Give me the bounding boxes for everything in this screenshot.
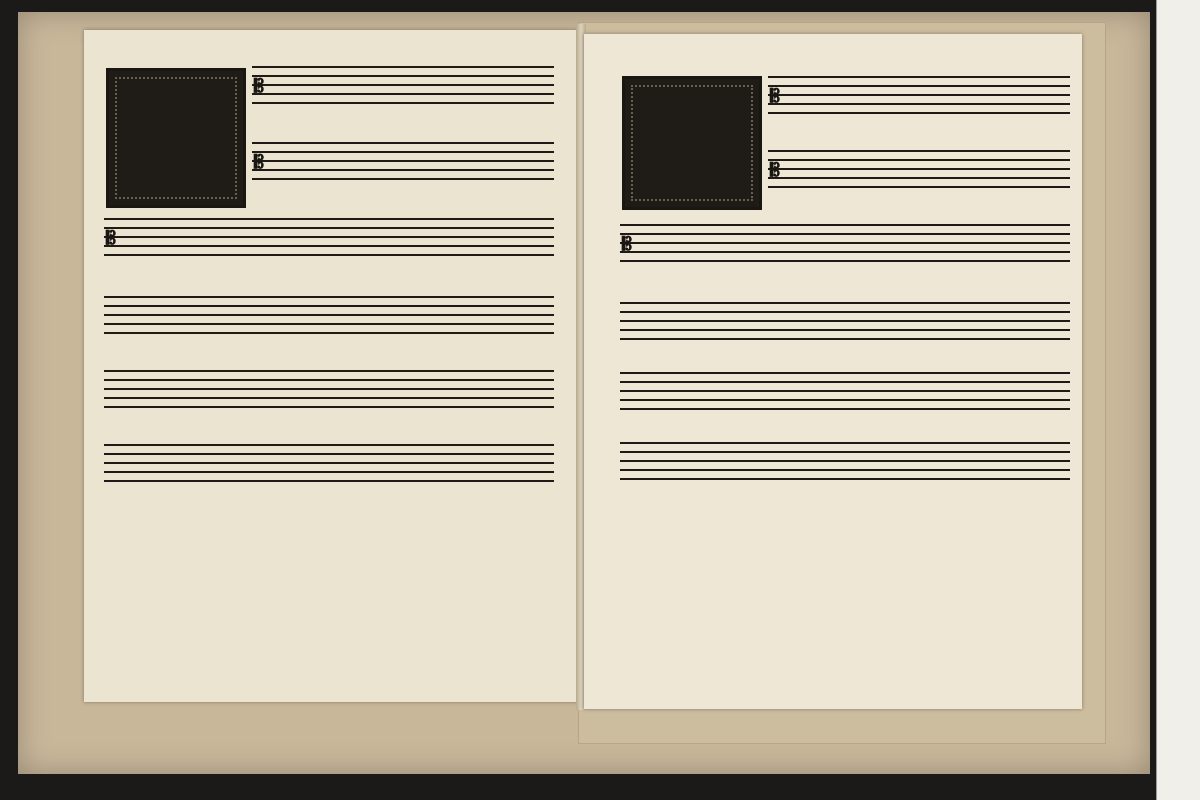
music-staff [620,224,1070,264]
right-page [584,34,1082,709]
music-staff [252,66,554,106]
clef-icon: 𝄡 [106,228,117,249]
empty-staff [620,442,1070,482]
empty-staff [620,372,1070,412]
music-staff [252,142,554,182]
initial-ornament [631,85,753,201]
clef-icon: 𝄡 [770,160,781,181]
clef-icon: 𝄡 [622,234,633,255]
clef-icon: 𝄡 [254,76,265,97]
empty-staff [104,296,554,336]
clef-icon: 𝄡 [254,152,265,173]
music-staff [104,218,554,258]
empty-staff [620,302,1070,342]
music-staff [768,76,1070,116]
music-staff [768,150,1070,190]
measuring-ruler [1156,0,1200,800]
decorated-initial-left [106,68,246,208]
clef-icon: 𝄡 [770,86,781,107]
decorated-initial-right [622,76,762,210]
empty-staff [104,370,554,410]
left-page [84,30,578,702]
initial-ornament [115,77,237,199]
empty-staff [104,444,554,484]
